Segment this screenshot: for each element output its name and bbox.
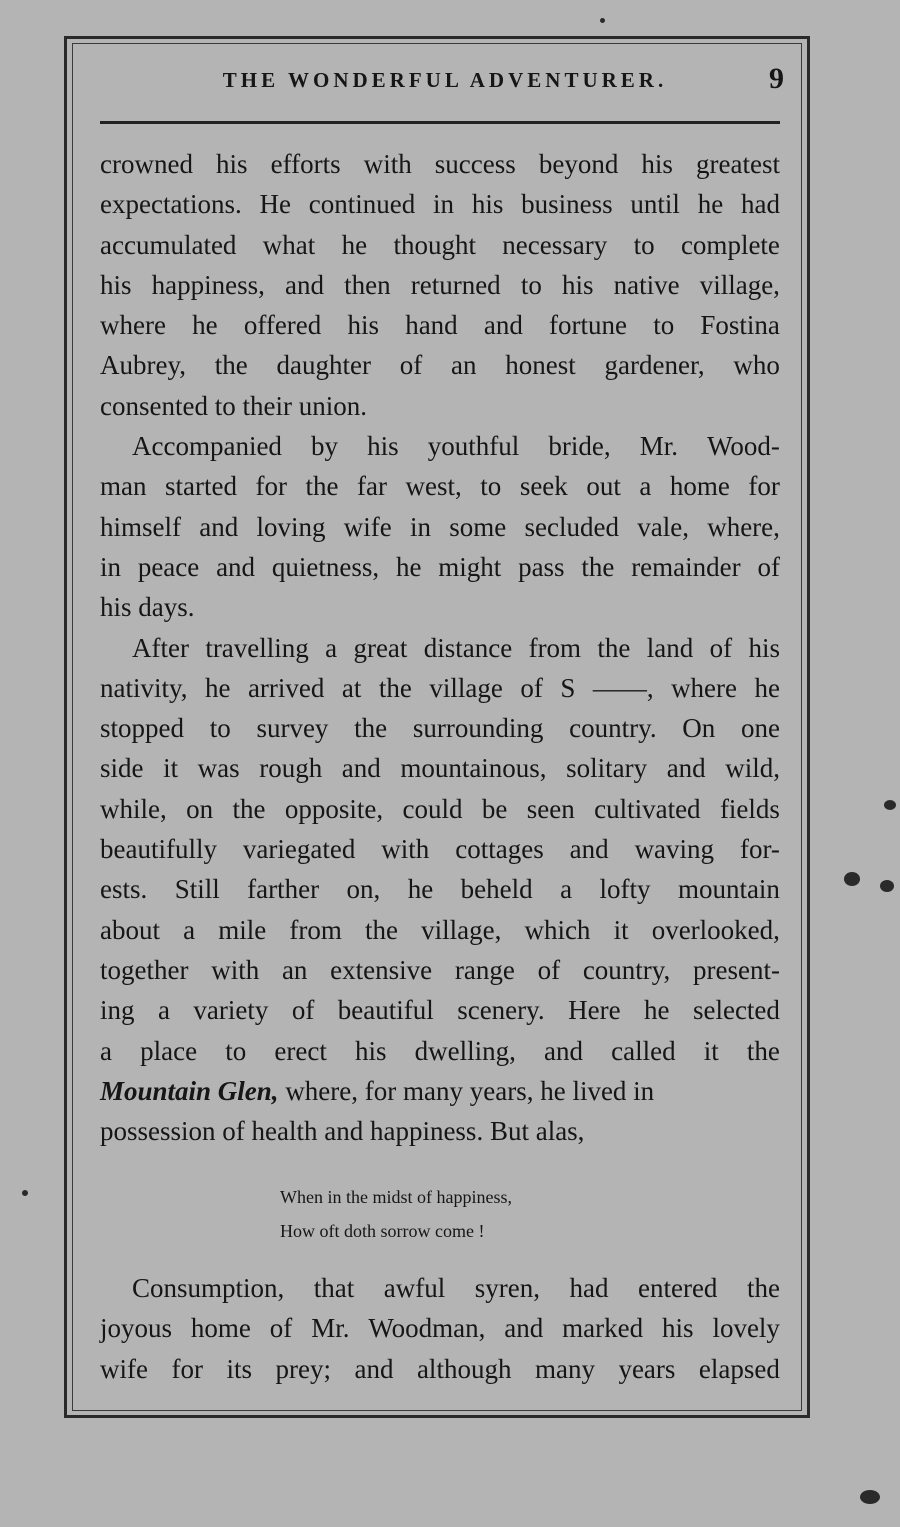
word: Mr. xyxy=(311,1313,350,1344)
word: stopped xyxy=(100,713,184,744)
word: lovely xyxy=(712,1313,780,1344)
word: his xyxy=(347,310,379,341)
word: awful xyxy=(383,1273,446,1303)
word: selected xyxy=(692,995,780,1026)
word: for xyxy=(171,1353,203,1384)
scan-speck xyxy=(22,1190,28,1196)
word: with xyxy=(211,954,260,985)
text-line xyxy=(100,869,780,909)
word: thought xyxy=(393,229,476,260)
word: was xyxy=(197,753,240,784)
word: until xyxy=(630,189,680,220)
text-line xyxy=(100,990,780,1030)
word: on xyxy=(186,793,214,824)
word: farther xyxy=(247,874,320,905)
word: to xyxy=(209,713,231,744)
text-line xyxy=(100,628,780,668)
word: in xyxy=(100,551,122,582)
word: returned xyxy=(410,269,501,300)
word: together xyxy=(100,954,189,985)
word: side xyxy=(100,753,144,784)
word: a xyxy=(100,1035,112,1066)
word: where xyxy=(671,672,738,703)
word: a xyxy=(325,632,338,663)
word: village xyxy=(429,672,503,703)
word: his xyxy=(748,632,780,663)
verse-line: How oft doth sorrow come ! xyxy=(280,1221,485,1241)
word: distance xyxy=(423,632,513,663)
word: and xyxy=(285,269,324,300)
word: ——, xyxy=(592,672,654,703)
word: and xyxy=(544,1035,583,1066)
word: dwelling, xyxy=(414,1035,516,1066)
word: the xyxy=(364,914,398,945)
text-line xyxy=(100,547,780,587)
header-rule xyxy=(100,121,780,124)
word: and xyxy=(569,834,609,865)
word: by xyxy=(311,431,339,462)
word: years xyxy=(618,1353,676,1384)
word: for xyxy=(255,471,287,502)
word: of xyxy=(757,551,780,582)
text-line xyxy=(100,225,780,265)
word: some xyxy=(449,511,507,542)
word: success xyxy=(434,149,516,179)
word: place xyxy=(140,1035,198,1066)
word: and xyxy=(216,551,256,582)
word: out xyxy=(586,471,621,502)
word: Here xyxy=(568,995,621,1026)
word: his xyxy=(641,149,673,179)
word: entered xyxy=(637,1273,718,1303)
text-line xyxy=(100,668,780,708)
word: on, xyxy=(346,874,381,905)
word: fields xyxy=(719,793,780,824)
word: he xyxy=(697,189,724,220)
word: his xyxy=(354,1035,387,1066)
closing-paragraph xyxy=(100,1268,780,1389)
word: and xyxy=(666,753,706,784)
verse-line: When in the midst of happiness, xyxy=(280,1187,512,1207)
word: his xyxy=(100,269,132,300)
word: beheld xyxy=(460,874,533,905)
word: Fostina xyxy=(700,310,780,341)
text-line: Mountain Glen, where, for many years, he lived in xyxy=(100,1075,655,1106)
word: beyond xyxy=(538,149,619,179)
word: secluded xyxy=(524,511,619,542)
word: scenery. xyxy=(457,995,545,1026)
word: marked xyxy=(562,1313,644,1344)
text-line: possession of health and happiness. But alas, xyxy=(100,1116,585,1147)
word: extensive xyxy=(330,954,433,985)
word: erect xyxy=(274,1035,327,1066)
word: his xyxy=(216,149,248,179)
word: man xyxy=(100,471,147,502)
word: joyous xyxy=(100,1313,173,1344)
word: accumulated xyxy=(100,229,237,260)
word: which xyxy=(524,914,591,945)
word: he xyxy=(395,551,422,582)
text-line xyxy=(100,1268,780,1308)
word: and xyxy=(341,753,381,784)
text-line xyxy=(100,1308,780,1348)
word: from xyxy=(289,914,342,945)
word: Woodman, xyxy=(368,1313,486,1344)
word: variety xyxy=(193,995,269,1026)
word: peace xyxy=(137,551,200,582)
word: and xyxy=(504,1313,544,1344)
word: bride, xyxy=(548,431,611,462)
word: mountain xyxy=(677,874,780,905)
word: be xyxy=(481,793,508,824)
word: an xyxy=(281,954,308,985)
word: range xyxy=(454,954,515,985)
word: for xyxy=(748,471,780,502)
word: while, xyxy=(100,793,167,824)
word: one xyxy=(741,713,780,744)
word: complete xyxy=(680,229,780,260)
word: great xyxy=(353,632,408,663)
word: to xyxy=(480,471,502,502)
word: waving xyxy=(634,834,715,865)
word: country, xyxy=(582,954,671,985)
word: country. xyxy=(569,713,657,744)
word: his xyxy=(367,431,399,462)
word: of xyxy=(537,954,561,985)
word: what xyxy=(262,229,316,260)
word: home xyxy=(669,471,730,502)
word: loving xyxy=(256,511,326,542)
word: home xyxy=(190,1313,251,1344)
word: far xyxy=(357,471,387,502)
text-line xyxy=(100,507,780,547)
page-header xyxy=(100,60,790,108)
word: of xyxy=(399,350,423,381)
word: it xyxy=(163,753,179,784)
text-line: his days. xyxy=(100,592,195,623)
word: a xyxy=(639,471,652,502)
word: quietness, xyxy=(271,551,380,582)
word: cultivated xyxy=(594,793,701,824)
text-line: consented to their union. xyxy=(100,390,367,421)
word: hand xyxy=(405,310,458,341)
word: he xyxy=(754,672,780,703)
word: business xyxy=(521,189,613,220)
word: he xyxy=(644,995,670,1026)
word: present- xyxy=(693,954,780,985)
word: greatest xyxy=(696,149,780,179)
word: of xyxy=(520,672,543,703)
word: the xyxy=(581,551,615,582)
word: of xyxy=(291,995,315,1026)
word: crowned xyxy=(100,149,193,179)
running-title: THE WONDERFUL ADVENTURER. xyxy=(222,68,668,92)
word: could xyxy=(402,793,463,824)
word: in xyxy=(409,511,431,542)
word: he xyxy=(192,310,218,341)
word: gardener, xyxy=(604,350,705,381)
text-line xyxy=(100,265,780,305)
word: of xyxy=(709,632,733,663)
word: remainder xyxy=(631,551,741,582)
word: the xyxy=(597,632,631,663)
text-line xyxy=(100,1031,780,1071)
word: variegated xyxy=(242,834,356,865)
word: syren, xyxy=(474,1273,540,1303)
word: wild, xyxy=(725,753,780,784)
word: seek xyxy=(519,471,568,502)
word: fortune xyxy=(549,310,627,341)
text-line xyxy=(100,950,780,990)
word: village, xyxy=(699,269,780,300)
scan-speck xyxy=(884,800,896,810)
word: and xyxy=(199,511,239,542)
word: necessary xyxy=(502,229,608,260)
word: wife xyxy=(100,1353,148,1384)
word: beautifully xyxy=(100,834,217,865)
word: called xyxy=(611,1035,676,1066)
scan-speck xyxy=(600,18,605,23)
word: it xyxy=(703,1035,719,1066)
scan-speck xyxy=(880,880,894,892)
verse-quote xyxy=(280,1180,680,1248)
word: nativity, xyxy=(100,672,188,703)
word: to xyxy=(225,1035,247,1066)
word: youthful xyxy=(427,431,520,462)
word: beautiful xyxy=(337,995,434,1026)
word: elapsed xyxy=(698,1353,780,1384)
word: efforts xyxy=(270,149,341,179)
text-line xyxy=(100,184,780,224)
word: the xyxy=(354,713,388,744)
word: with xyxy=(363,149,412,179)
text-line xyxy=(100,829,780,869)
word: solitary xyxy=(566,753,648,784)
word: the xyxy=(305,471,339,502)
word: at xyxy=(341,672,362,703)
word: the xyxy=(214,350,248,381)
text-line xyxy=(100,708,780,748)
word: opposite, xyxy=(284,793,384,824)
scan-speck xyxy=(844,872,860,886)
word: started xyxy=(165,471,237,502)
text-line xyxy=(100,305,780,345)
word: pass xyxy=(518,551,565,582)
word: rough xyxy=(259,753,323,784)
word: the xyxy=(232,793,266,824)
page-number: 9 xyxy=(769,62,784,95)
word: an xyxy=(451,350,477,381)
word: he xyxy=(204,672,231,703)
word: it xyxy=(613,914,629,945)
word: mountainous, xyxy=(400,753,547,784)
word: where xyxy=(100,310,166,341)
word: in xyxy=(433,189,455,220)
body-text xyxy=(100,144,780,1151)
word: surrounding xyxy=(412,713,544,744)
word: Still xyxy=(174,874,220,905)
word: village, xyxy=(421,914,502,945)
place-name-italic: Mountain Glen, xyxy=(100,1075,279,1106)
word: overlooked, xyxy=(651,914,780,945)
word: his xyxy=(471,189,504,220)
word: a xyxy=(157,995,170,1026)
word: his xyxy=(662,1313,694,1344)
word: about xyxy=(100,914,160,945)
word: to xyxy=(653,310,675,341)
text-line xyxy=(100,789,780,829)
text-line xyxy=(100,910,780,950)
word: that xyxy=(313,1273,355,1303)
word: himself xyxy=(100,511,181,542)
word: from xyxy=(528,632,582,663)
word: survey xyxy=(256,713,329,744)
word: a xyxy=(183,914,196,945)
word: arrived xyxy=(247,672,325,703)
word: land xyxy=(646,632,694,663)
word: to xyxy=(520,269,542,300)
word: On xyxy=(682,713,716,744)
scan-speck xyxy=(860,1490,880,1504)
text-line xyxy=(100,345,780,385)
word: daughter xyxy=(276,350,371,381)
word: He xyxy=(259,189,291,220)
word: a xyxy=(560,874,573,905)
word: prey; xyxy=(275,1353,331,1384)
word: lofty xyxy=(599,874,651,905)
word: many xyxy=(534,1353,595,1384)
word: Mr. xyxy=(639,431,678,462)
word: offered xyxy=(243,310,322,341)
word: continued xyxy=(308,189,416,220)
word: and xyxy=(483,310,523,341)
word: had xyxy=(569,1273,609,1303)
word: ing xyxy=(100,995,135,1026)
text-line xyxy=(100,426,780,466)
word: where, xyxy=(707,511,780,542)
word: had xyxy=(740,189,780,220)
text-line xyxy=(100,144,780,184)
word: Consumption, xyxy=(132,1273,285,1303)
text-line xyxy=(100,1349,780,1389)
word: west, xyxy=(405,471,462,502)
word: who xyxy=(733,350,780,381)
word: the xyxy=(378,672,412,703)
word: of xyxy=(269,1313,293,1344)
word: his xyxy=(561,269,594,300)
word: then xyxy=(344,269,391,300)
word: for- xyxy=(739,834,780,865)
word: mile xyxy=(218,914,267,945)
word: vale, xyxy=(637,511,689,542)
word: S xyxy=(560,672,576,703)
word: honest xyxy=(505,350,576,381)
word: with xyxy=(381,834,430,865)
text-line xyxy=(100,748,780,788)
word: its xyxy=(226,1353,252,1384)
word: the xyxy=(746,1273,780,1303)
word: seen xyxy=(526,793,575,824)
word: happiness, xyxy=(151,269,265,300)
word: he xyxy=(407,874,434,905)
word: wife xyxy=(343,511,392,542)
word: Accompanied xyxy=(132,431,282,462)
word: Aubrey, xyxy=(100,350,186,381)
word: cottages xyxy=(455,834,544,865)
word: native xyxy=(613,269,680,300)
word: might xyxy=(438,551,502,582)
word: travelling xyxy=(205,632,309,663)
text-line xyxy=(100,466,780,506)
word: to xyxy=(633,229,655,260)
word: he xyxy=(341,229,368,260)
word: expectations. xyxy=(100,189,242,220)
word: ests. xyxy=(100,874,148,905)
word: although xyxy=(416,1353,512,1384)
word: Wood- xyxy=(707,431,780,462)
word: After xyxy=(132,632,189,663)
word: and xyxy=(354,1353,394,1384)
word: the xyxy=(746,1035,780,1066)
